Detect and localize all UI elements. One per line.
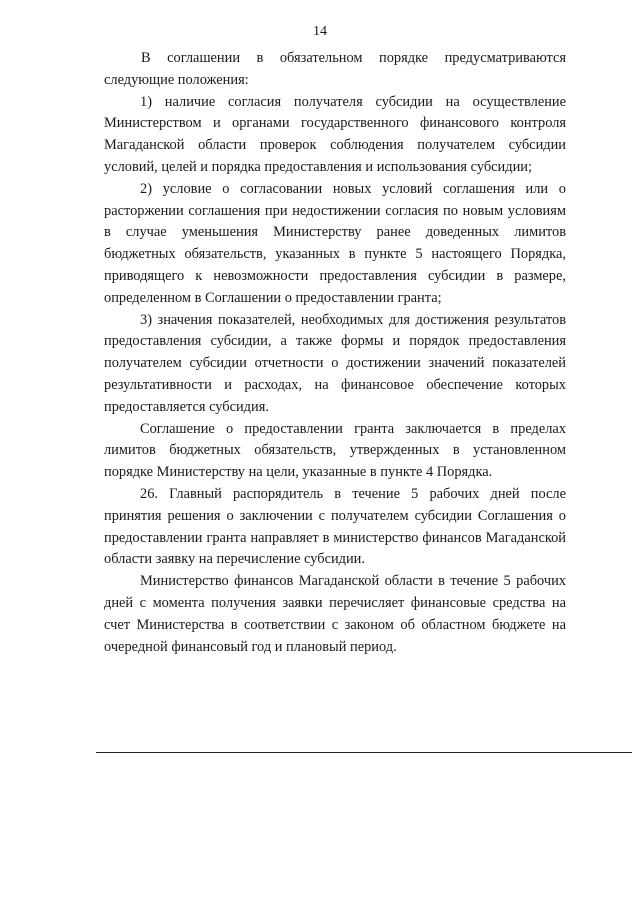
paragraph-clause-26: 26. Главный распорядитель в течение 5 рабочих дней после принятия решения о заключении с получателем субсидии Соглашения о предоставлении гранта направляет в министерство финансов Магаданской области заявку на перечисление субсидии.	[104, 485, 566, 568]
paragraph-intro: В соглашении в обязательном порядке предусматриваются следующие положения:	[104, 50, 566, 88]
document-body	[104, 48, 566, 658]
paragraph-ministry-transfer: Министерство финансов Магаданской области в течение 5 рабочих дней с момента получения заявки перечисляет финансовые средства на счет Министерства в соответствии с законом об областном бюджете на очередной финансовый год и плановый период.	[104, 573, 566, 655]
paragraph-item-2: 2) условие о согласовании новых условий соглашения или о расторжении соглашения при недостижении согласия по новым условиям в случае уменьшения Министерству ранее доведенных лимитов бюджетных обязательств, указанных в пункте 5 настоящего Порядка, приводящего к невозможности предоставления субсидии в размере, определенном в Соглашении о предоставлении гранта;	[104, 180, 566, 306]
page-number: 14	[313, 24, 327, 39]
paragraph-item-3: 3) значения показателей, необходимых для достижения результатов предоставления субсидии, а также формы и порядок предоставления получателем субсидии отчетности о достижении значений показателей результативности и расходах, на финансовое обеспечение которых предоставляется субсидия.	[104, 311, 566, 415]
paragraph-agreement-limits: Соглашение о предоставлении гранта заключается в пределах лимитов бюджетных обязательств, утвержденных в установленном порядке Министерству на цели, указанные в пункте 4 Порядка.	[104, 420, 566, 481]
paragraph-item-1: 1) наличие согласия получателя субсидии на осуществление Министерством и органами государственного финансового контроля Магаданской области проверок соблюдения получателем субсидии условий, целей и порядка предоставления и использования субсидии;	[104, 93, 566, 175]
horizontal-rule	[96, 752, 632, 753]
